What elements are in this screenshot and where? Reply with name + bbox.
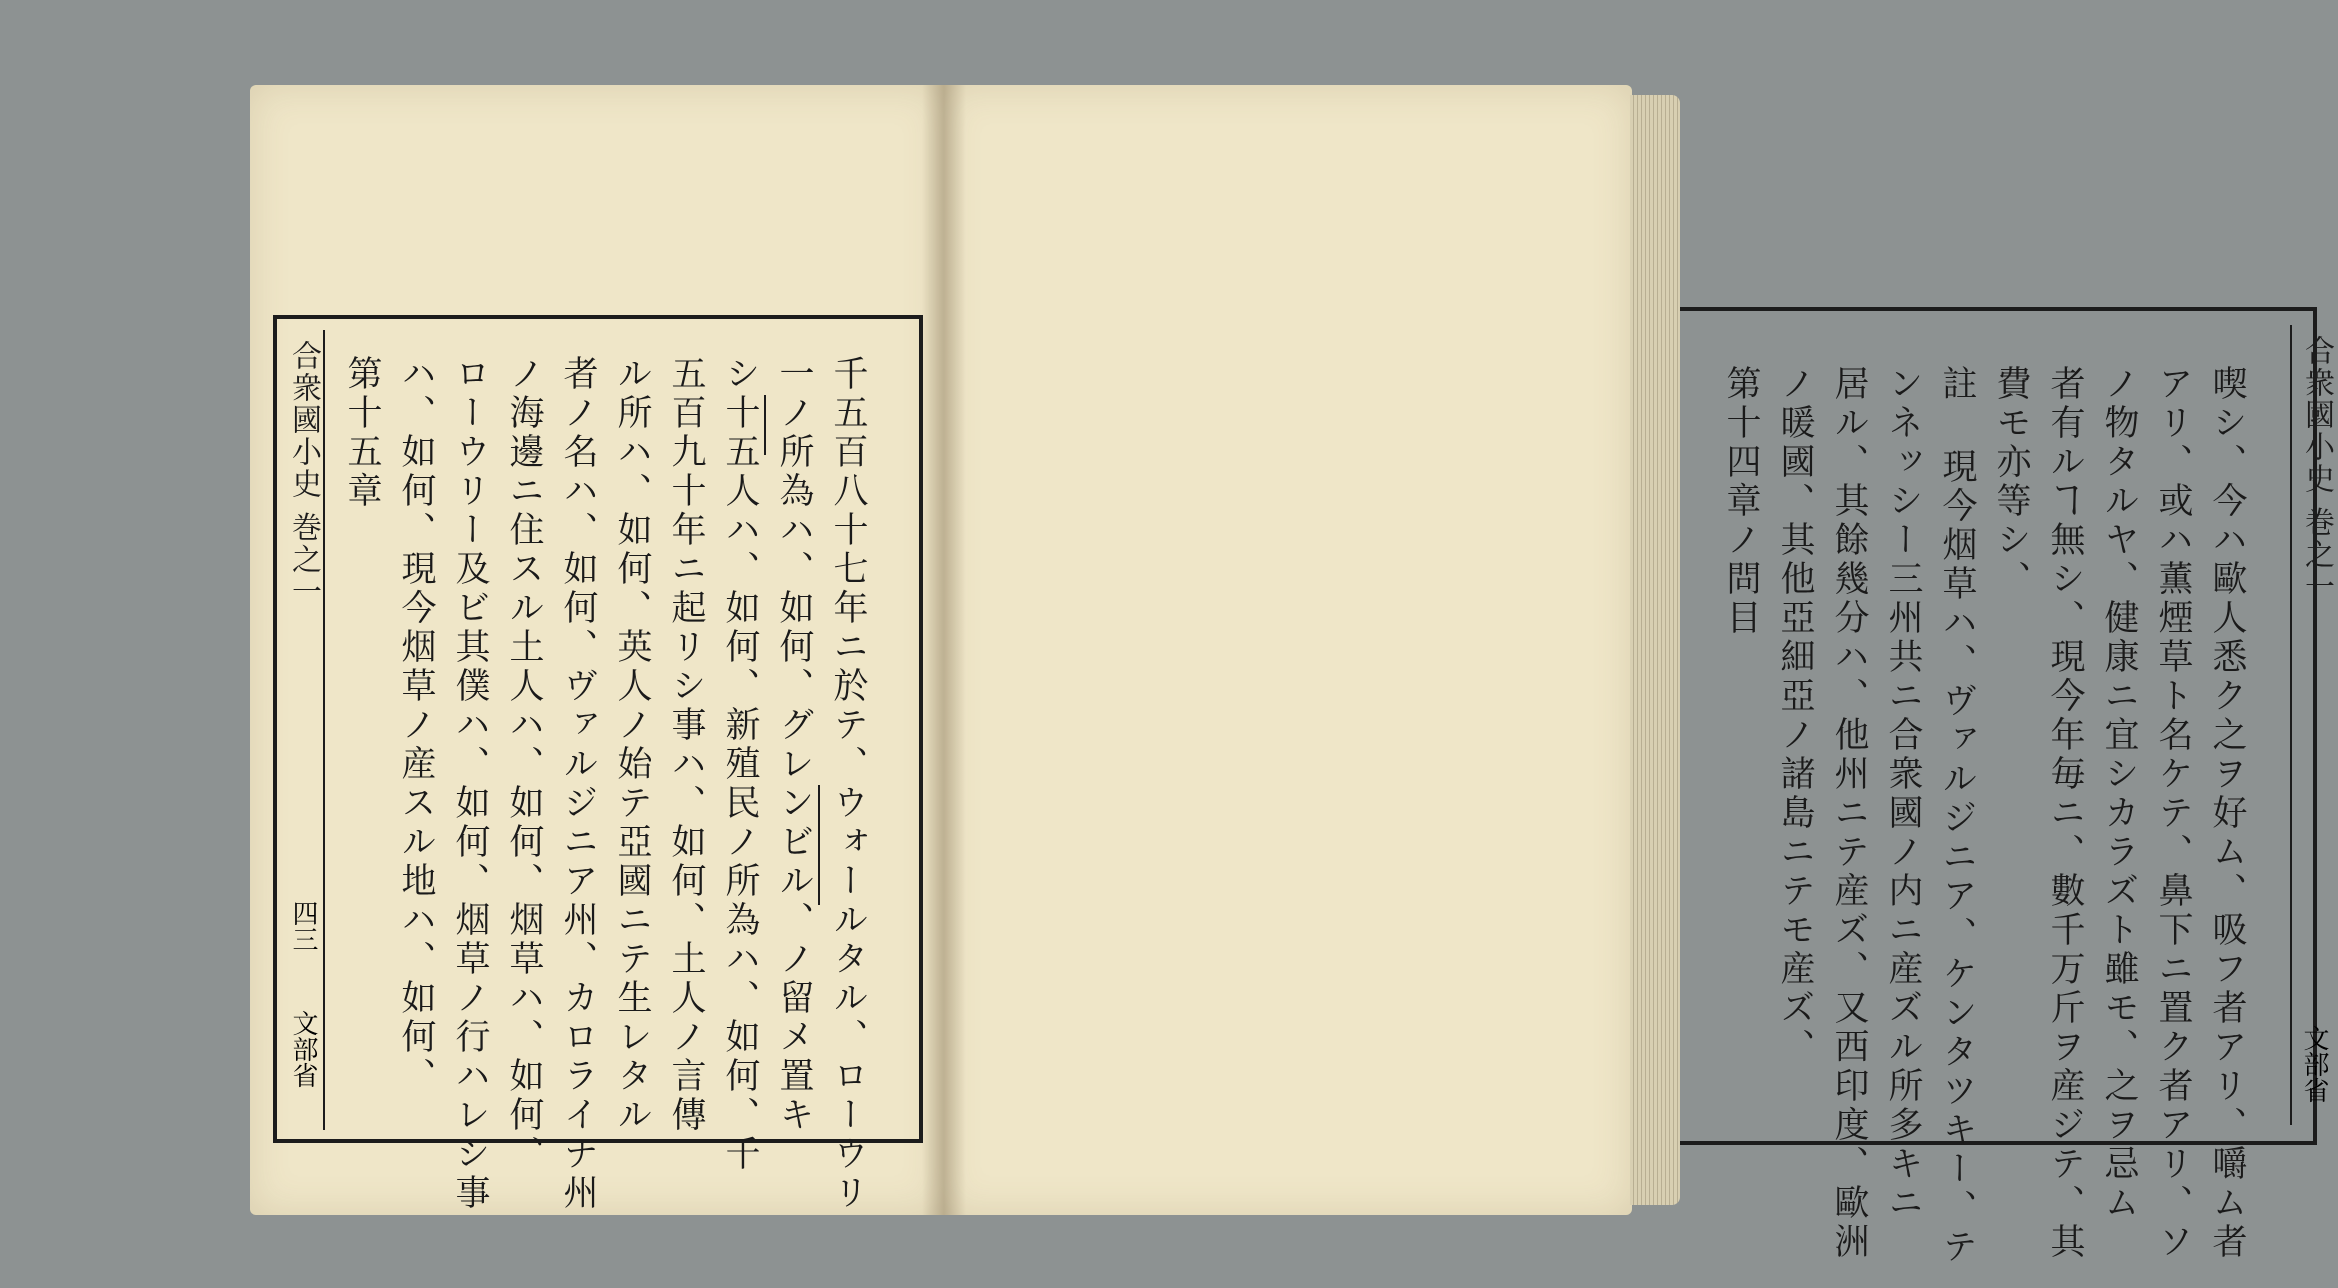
text-column: シ十五人ハ、如何、新殖民ノ所為ハ、如何、千 (720, 355, 760, 1174)
text-column: ローウリー及ビ其僕ハ、如何、烟草ノ行ハレシ事 (450, 355, 490, 1213)
note-column: ノ暖國、其他亞細亞ノ諸島ニテモ産ズ、 (1775, 365, 1815, 1067)
open-book (250, 85, 2334, 1267)
right-header-title: 合衆國小史 巻之一 (2299, 335, 2334, 603)
text-column: 五百九十年ニ起リシ事ハ、如何、土人ノ言傳 (666, 355, 706, 1135)
page-edges (1630, 95, 1680, 1205)
left-page-number: 四三 (288, 900, 318, 952)
text-column: ル所ハ、如何、英人ノ始テ亞國ニテ生レタル (612, 355, 652, 1135)
note-column: 註 現今烟草ハ、ヴァルジニア、ケンタツキー、テ (1937, 365, 1977, 1267)
left-publisher: 文部省 (288, 1010, 318, 1088)
text-column: 者有ルヿ無シ、現今年毎ニ、數千万斤ヲ産ジテ、其 (2045, 365, 2085, 1262)
note-column: 居ル、其餘幾分ハ、他州ニテ産ズ、又西印度、歐洲 (1829, 365, 1869, 1262)
text-column: ハ、如何、現今烟草ノ産スル地ハ、如何、 (396, 355, 436, 1096)
chapter-questions-heading: 第十四章ノ問目 (1721, 365, 1761, 638)
right-margin-column (2290, 325, 2334, 1125)
text-column: 千五百八十七年ニ於テ、ウォールタル、ローウリ (828, 355, 868, 1213)
right-publisher: 文部省 (2299, 1025, 2329, 1103)
left-header-title: 合衆國小史 巻之一 (286, 340, 321, 608)
text-column: アリ、或ハ薫煙草ト名ケテ、鼻下ニ置ク者アリ、ソ (2153, 365, 2193, 1262)
note-column: ンネッシー三州共ニ合衆國ノ内ニ産ズル所多キニ (1883, 365, 1923, 1223)
right-page (942, 85, 2334, 1267)
chapter-heading: 第十五章 (342, 355, 382, 511)
text-column: ノ物タルヤ、健康ニ宜シカラズト雖モ、之ヲ忌ム (2099, 365, 2139, 1223)
text-column: 者ノ名ハ、如何、ヴァルジニア州、カロライナ州 (558, 355, 598, 1213)
left-margin-column (275, 330, 325, 1130)
book-gutter-shadow (922, 85, 966, 1215)
proper-noun-mark (764, 395, 766, 455)
text-column: 一ノ所為ハ、如何、グレンビル、ノ留メ置キ (774, 355, 814, 1135)
text-column: ノ海邊ニ住スル土人ハ、如何、烟草ハ、如何、 (504, 355, 544, 1174)
text-column: 費モ亦等シ、 (1991, 365, 2031, 599)
left-page (250, 85, 942, 1215)
text-column: 喫シ、今ハ歐人悉ク之ヲ好ム、吸フ者アリ、嚼ム者 (2207, 365, 2247, 1262)
proper-noun-mark (818, 785, 820, 905)
